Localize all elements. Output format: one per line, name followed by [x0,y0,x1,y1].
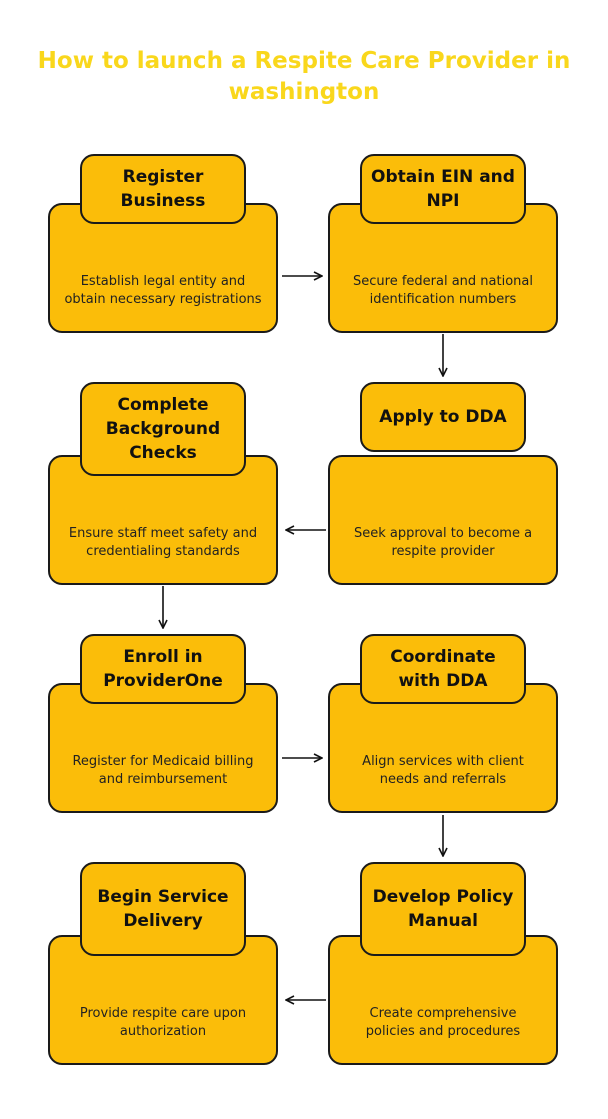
step-5-title: Enroll in ProviderOne [80,634,246,704]
step-6-title: Coordinate with DDA [360,634,526,704]
step-3-card [328,455,558,585]
step-4-description: Ensure staff meet safety and credentialing standards [68,526,258,559]
step-2-description: Secure federal and national identification numbers [353,274,533,307]
step-5-description: Register for Medicaid billing and reimbursement [72,754,254,787]
diagram-title: How to launch a Respite Care Provider in washington [37,48,571,105]
step-7-description: Create comprehensive policies and procedures [365,1006,521,1039]
step-3-title: Apply to DDA [360,382,526,452]
step-7-title: Develop Policy Manual [360,862,526,956]
step-4-title: Complete Background Checks [80,382,246,476]
step-1-title: Register Business [80,154,246,224]
step-6-description: Align services with client needs and referrals [362,754,524,787]
step-3-description: Seek approval to become a respite provider [353,526,533,559]
step-2-title: Obtain EIN and NPI [360,154,526,224]
step-1-description: Establish legal entity and obtain necessary registrations [64,274,262,307]
step-8-description: Provide respite care upon authorization [79,1006,247,1039]
step-8-title: Begin Service Delivery [80,862,246,956]
